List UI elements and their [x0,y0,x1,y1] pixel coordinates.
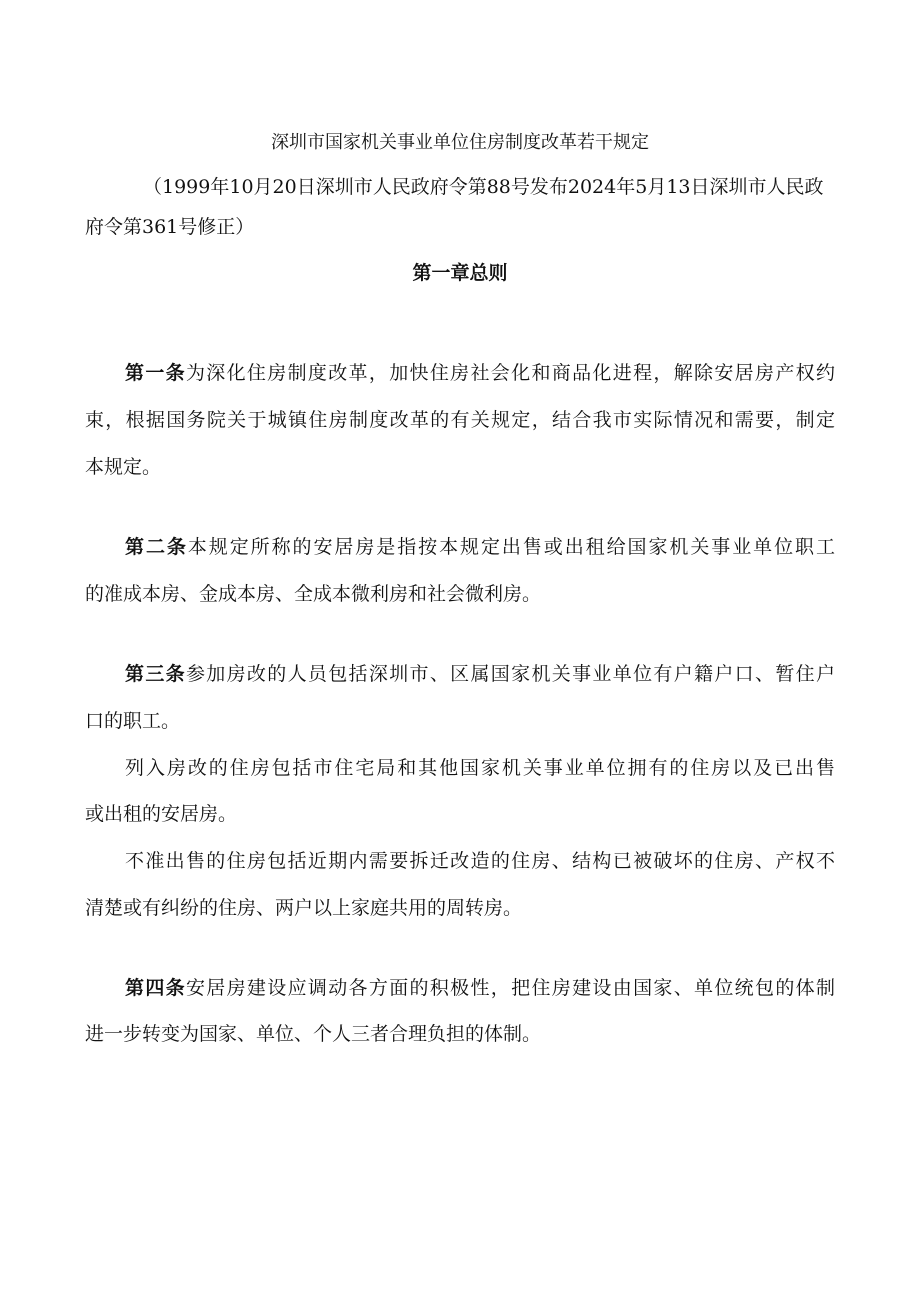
article-3-para3-line-2: 清楚或有纠纷的住房、两户以上家庭共用的周转房。 [85,897,523,919]
article-1-line-3: 本规定。 [85,456,162,478]
article-2-text-1: 本规定所称的安居房是指按本规定出售或出租给国家机关事业单位职工 [187,536,835,558]
article-3-para3-line-1: 不准出售的住房包括近期内需要拆迁改造的住房、结构已被破坏的住房、产权不 [125,850,835,872]
article-4-line-1 [125,976,835,1000]
article-3-line-1 [125,662,835,686]
document-subtitle-line-1: （1999年10月20日深圳市人民政府令第88号发布2024年5月13日深圳市人民政 [143,176,824,198]
article-1-line-1 [125,361,835,385]
article-2-label: 第二条 [125,536,188,558]
article-1-line-2: 束，根据国务院关于城镇住房制度改革的有关规定，结合我市实际情况和需要，制定 [85,409,835,431]
article-1-text-1: 为深化住房制度改革，加快住房社会化和商品化进程，解除安居房产权约 [185,362,835,384]
article-3-line-2: 口的职工。 [85,710,181,732]
article-3-para2-line-2: 或出租的安居房。 [85,803,238,825]
article-2-line-1 [125,535,835,559]
article-4-label: 第四条 [125,977,186,999]
article-3-text-1: 参加房改的人员包括深圳市、区属国家机关事业单位有户籍户口、暂住户 [185,663,835,685]
document-subtitle-line-2: 府令第361号修正） [85,216,255,238]
chapter-heading: 第一章总则 [412,262,508,284]
article-1-label: 第一条 [125,362,186,384]
article-3-para2-line-1: 列入房改的住房包括市住宅局和其他国家机关事业单位拥有的住房以及已出售 [125,757,835,779]
article-4-line-2: 进一步转变为国家、单位、个人三者合理负担的体制。 [85,1023,542,1045]
document-title: 深圳市国家机关事业单位住房制度改革若干规定 [271,132,649,153]
article-3-label: 第三条 [125,663,186,685]
article-4-text-1: 安居房建设应调动各方面的积极性，把住房建设由国家、单位统包的体制 [185,977,835,999]
article-2-line-2: 的准成本房、金成本房、全成本微利房和社会微利房。 [85,583,542,605]
